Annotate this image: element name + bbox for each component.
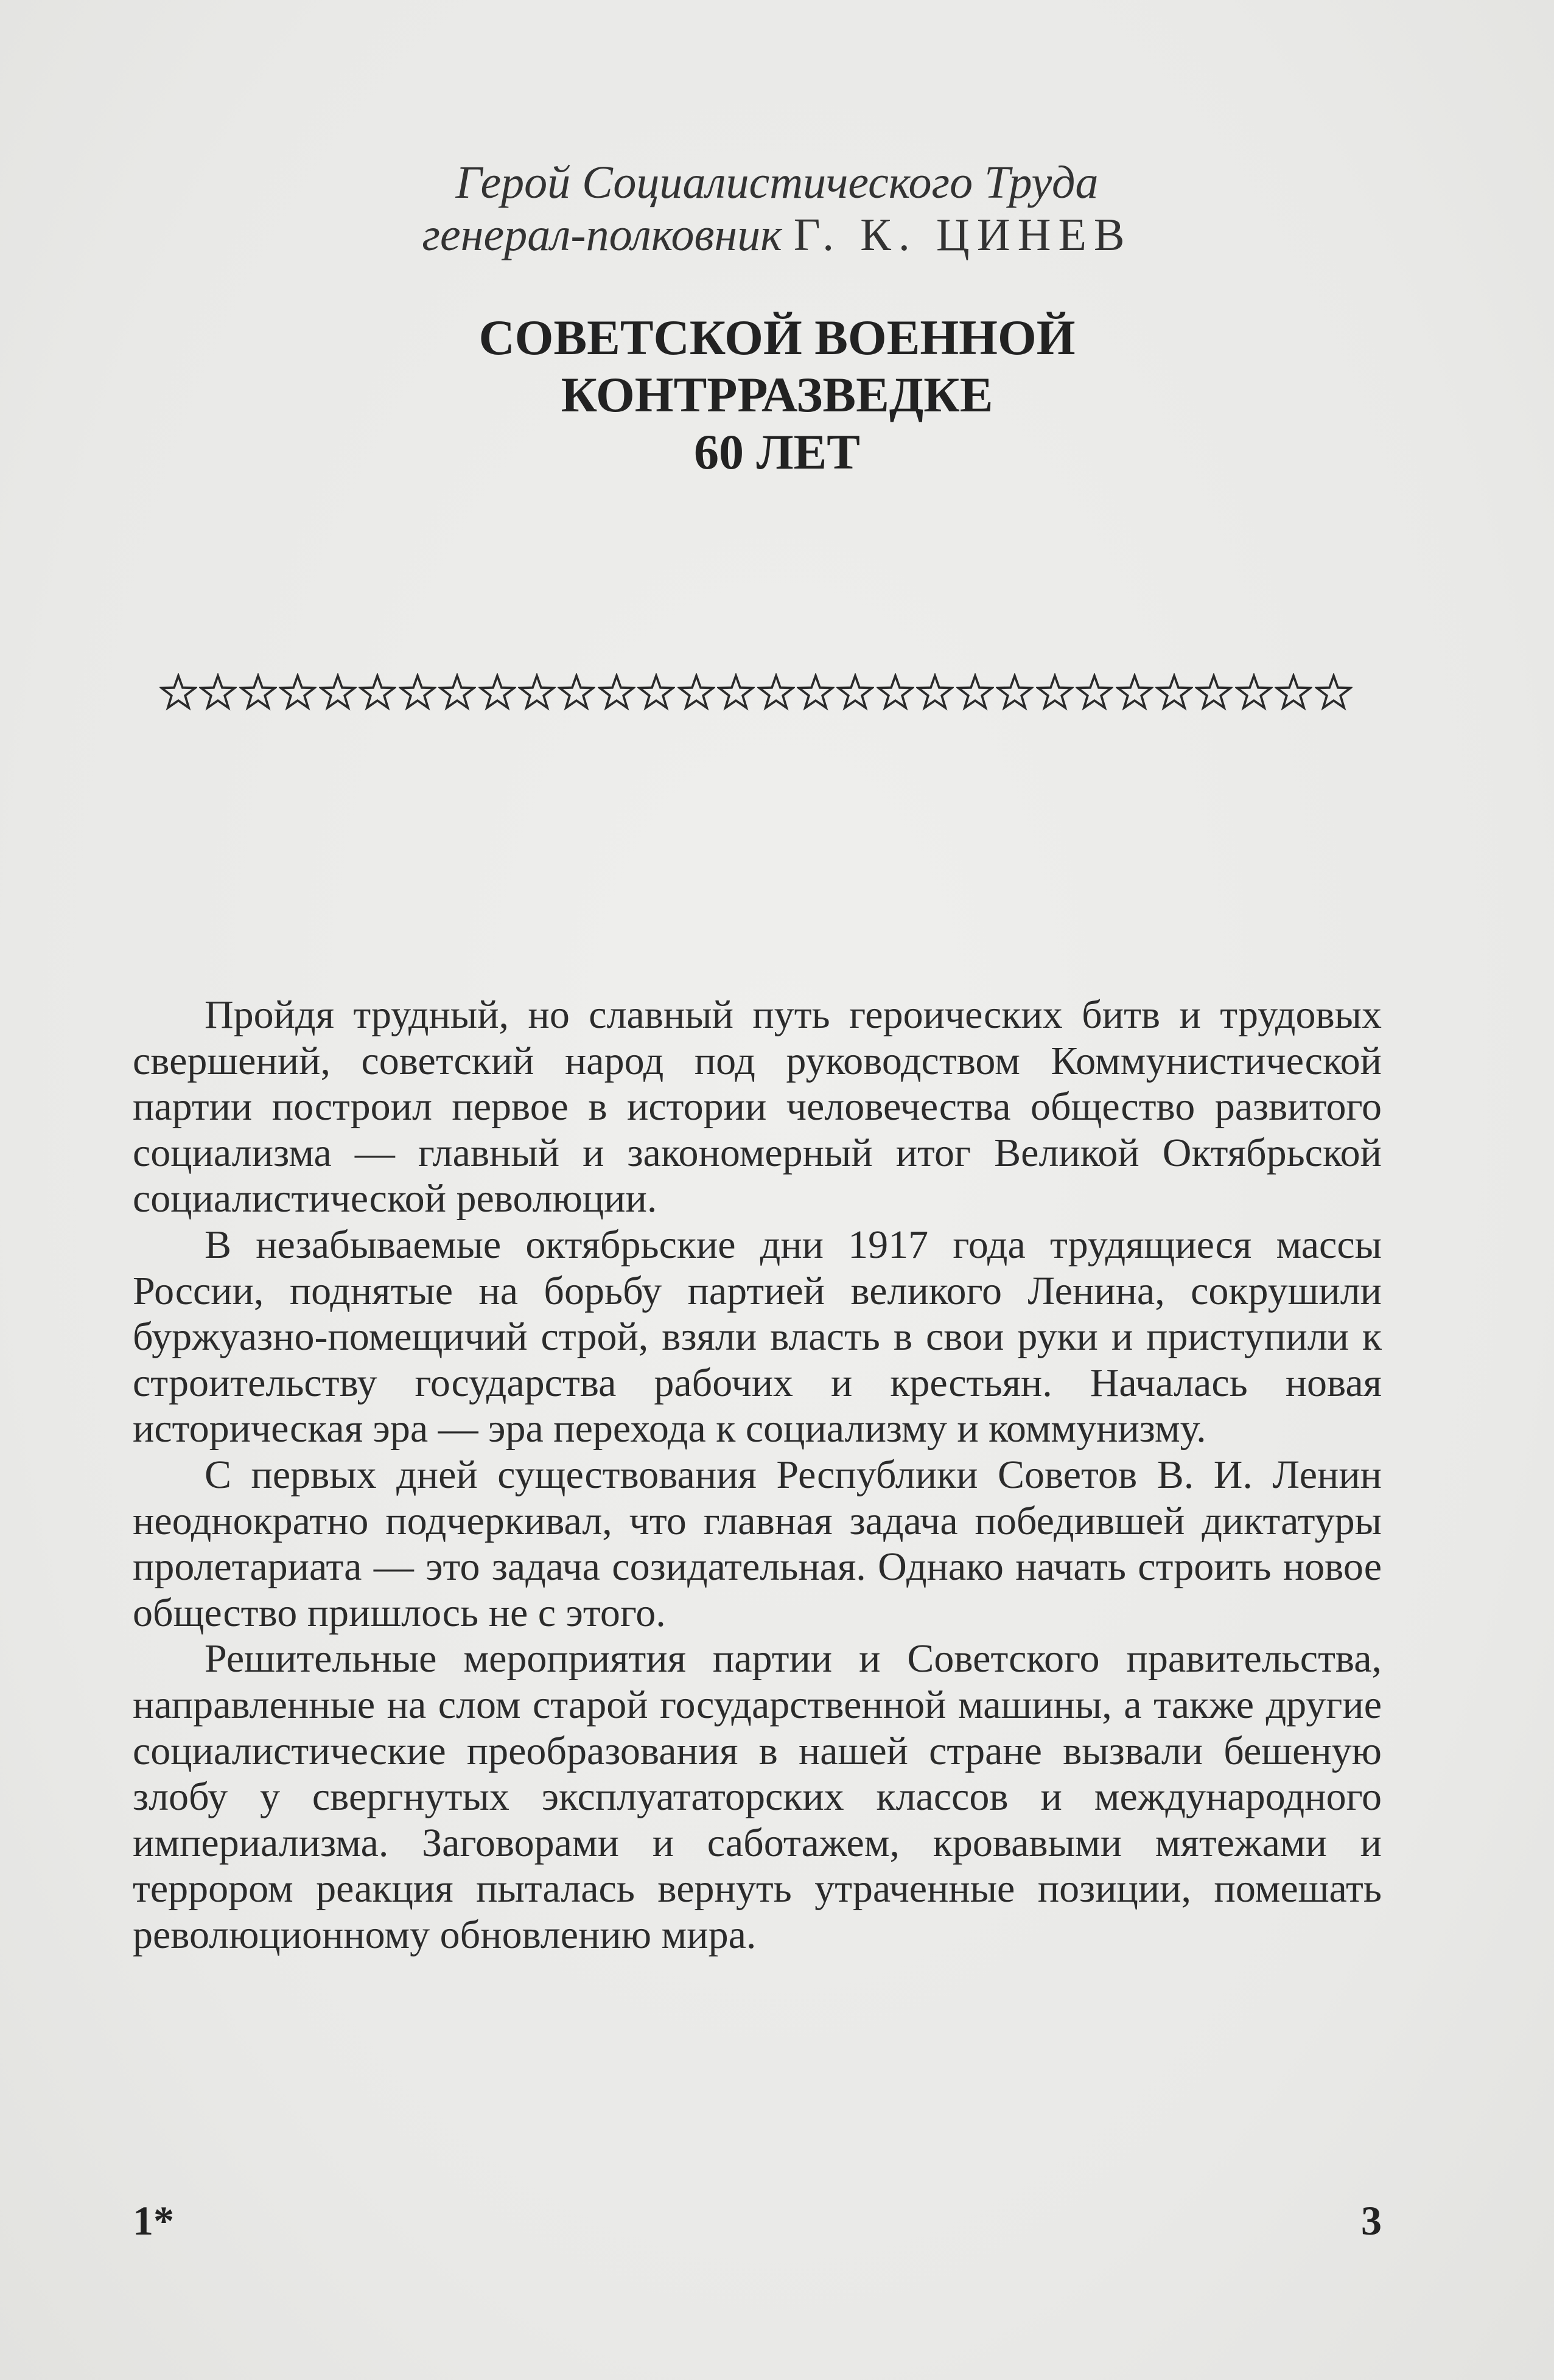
author-name: Г. К. ЦИНЕВ [793,209,1132,260]
star-outline-icon [598,673,635,711]
article-title-line-1: СОВЕТСКОЙ ВОЕННОЙ [478,310,1076,365]
star-outline-icon [558,673,595,711]
star-outline-icon [757,673,795,711]
star-outline-icon [1076,673,1113,711]
star-outline-icon [717,673,755,711]
star-outline-icon [877,673,914,711]
star-outline-icon [1275,673,1312,711]
article-body [133,992,1382,1958]
star-outline-icon [279,673,317,711]
star-outline-icon [518,673,556,711]
article-title-line-3: 60 ЛЕТ [694,424,860,480]
star-outline-icon [359,673,396,711]
star-outline-icon [1315,673,1353,711]
author-title-line [0,159,1554,206]
article-title-line-2: КОНТРРАЗВЕДКЕ [561,367,993,422]
paragraph-2: В незабываемые октябрьские дни 1917 года трудящиеся массы России, поднятые на борьбу партией великого Ленина, сокрушили буржуазно-помещичий строй, взяли власть в свои руки и приступили к строительству государства рабочих и крестьян. Началась новая историческая эра — эра перехода к социализму и коммунизму. [133,1222,1382,1451]
author-rank: генерал-полковник [422,209,782,260]
paragraph-4: Решительные мероприятия партии и Советского правительства, направленные на слом старой государственной машины, а также другие социалистические преобразования в нашей стране вызвали бешеную злобу у свергнутых эксплуататорских классов и международного империализма. Заговорами и саботажем, кровавыми мятежами и террором реакция пыталась вернуть утраченные позиции, помешать революционному обновлению мира. [133,1636,1382,1957]
star-outline-icon [1036,673,1074,711]
star-outline-icon [1116,673,1153,711]
star-outline-icon [677,673,715,711]
author-rank-line [0,209,1554,260]
star-outline-icon [1195,673,1233,711]
star-outline-icon [478,673,516,711]
star-outline-icon [637,673,675,711]
paragraph-1: Пройдя трудный, но славный путь героических битв и трудовых свершений, советский народ под руководством Коммунистической партии построил первое в истории человечества общество развитого социализма — главный и закономерный итог Великой Октябрьской социалистической революции. [133,993,1382,1221]
star-outline-icon [199,673,237,711]
star-outline-icon [1155,673,1193,711]
star-outline-icon [956,673,994,711]
star-ornament-divider [159,658,1353,725]
star-outline-icon [916,673,954,711]
star-outline-icon [239,673,277,711]
author-honorific: Герой Социалистического Труда [455,157,1099,208]
page-number: 3 [1361,2197,1382,2244]
star-outline-icon [797,673,835,711]
star-outline-icon [319,673,357,711]
star-outline-icon [438,673,476,711]
star-outline-icon [399,673,436,711]
star-outline-icon [836,673,874,711]
printer-signature-mark: 1* [133,2197,174,2244]
paragraph-3: С первых дней существования Республики Советов В. И. Ленин неоднократно подчеркивал, что главная задача победившей диктатуры пролетариата — это задача созидательная. Однако начать строить новое общество пришлось не с этого. [133,1452,1382,1635]
star-outline-icon [159,673,197,711]
star-outline-icon [996,673,1034,711]
star-outline-icon [1235,673,1273,711]
